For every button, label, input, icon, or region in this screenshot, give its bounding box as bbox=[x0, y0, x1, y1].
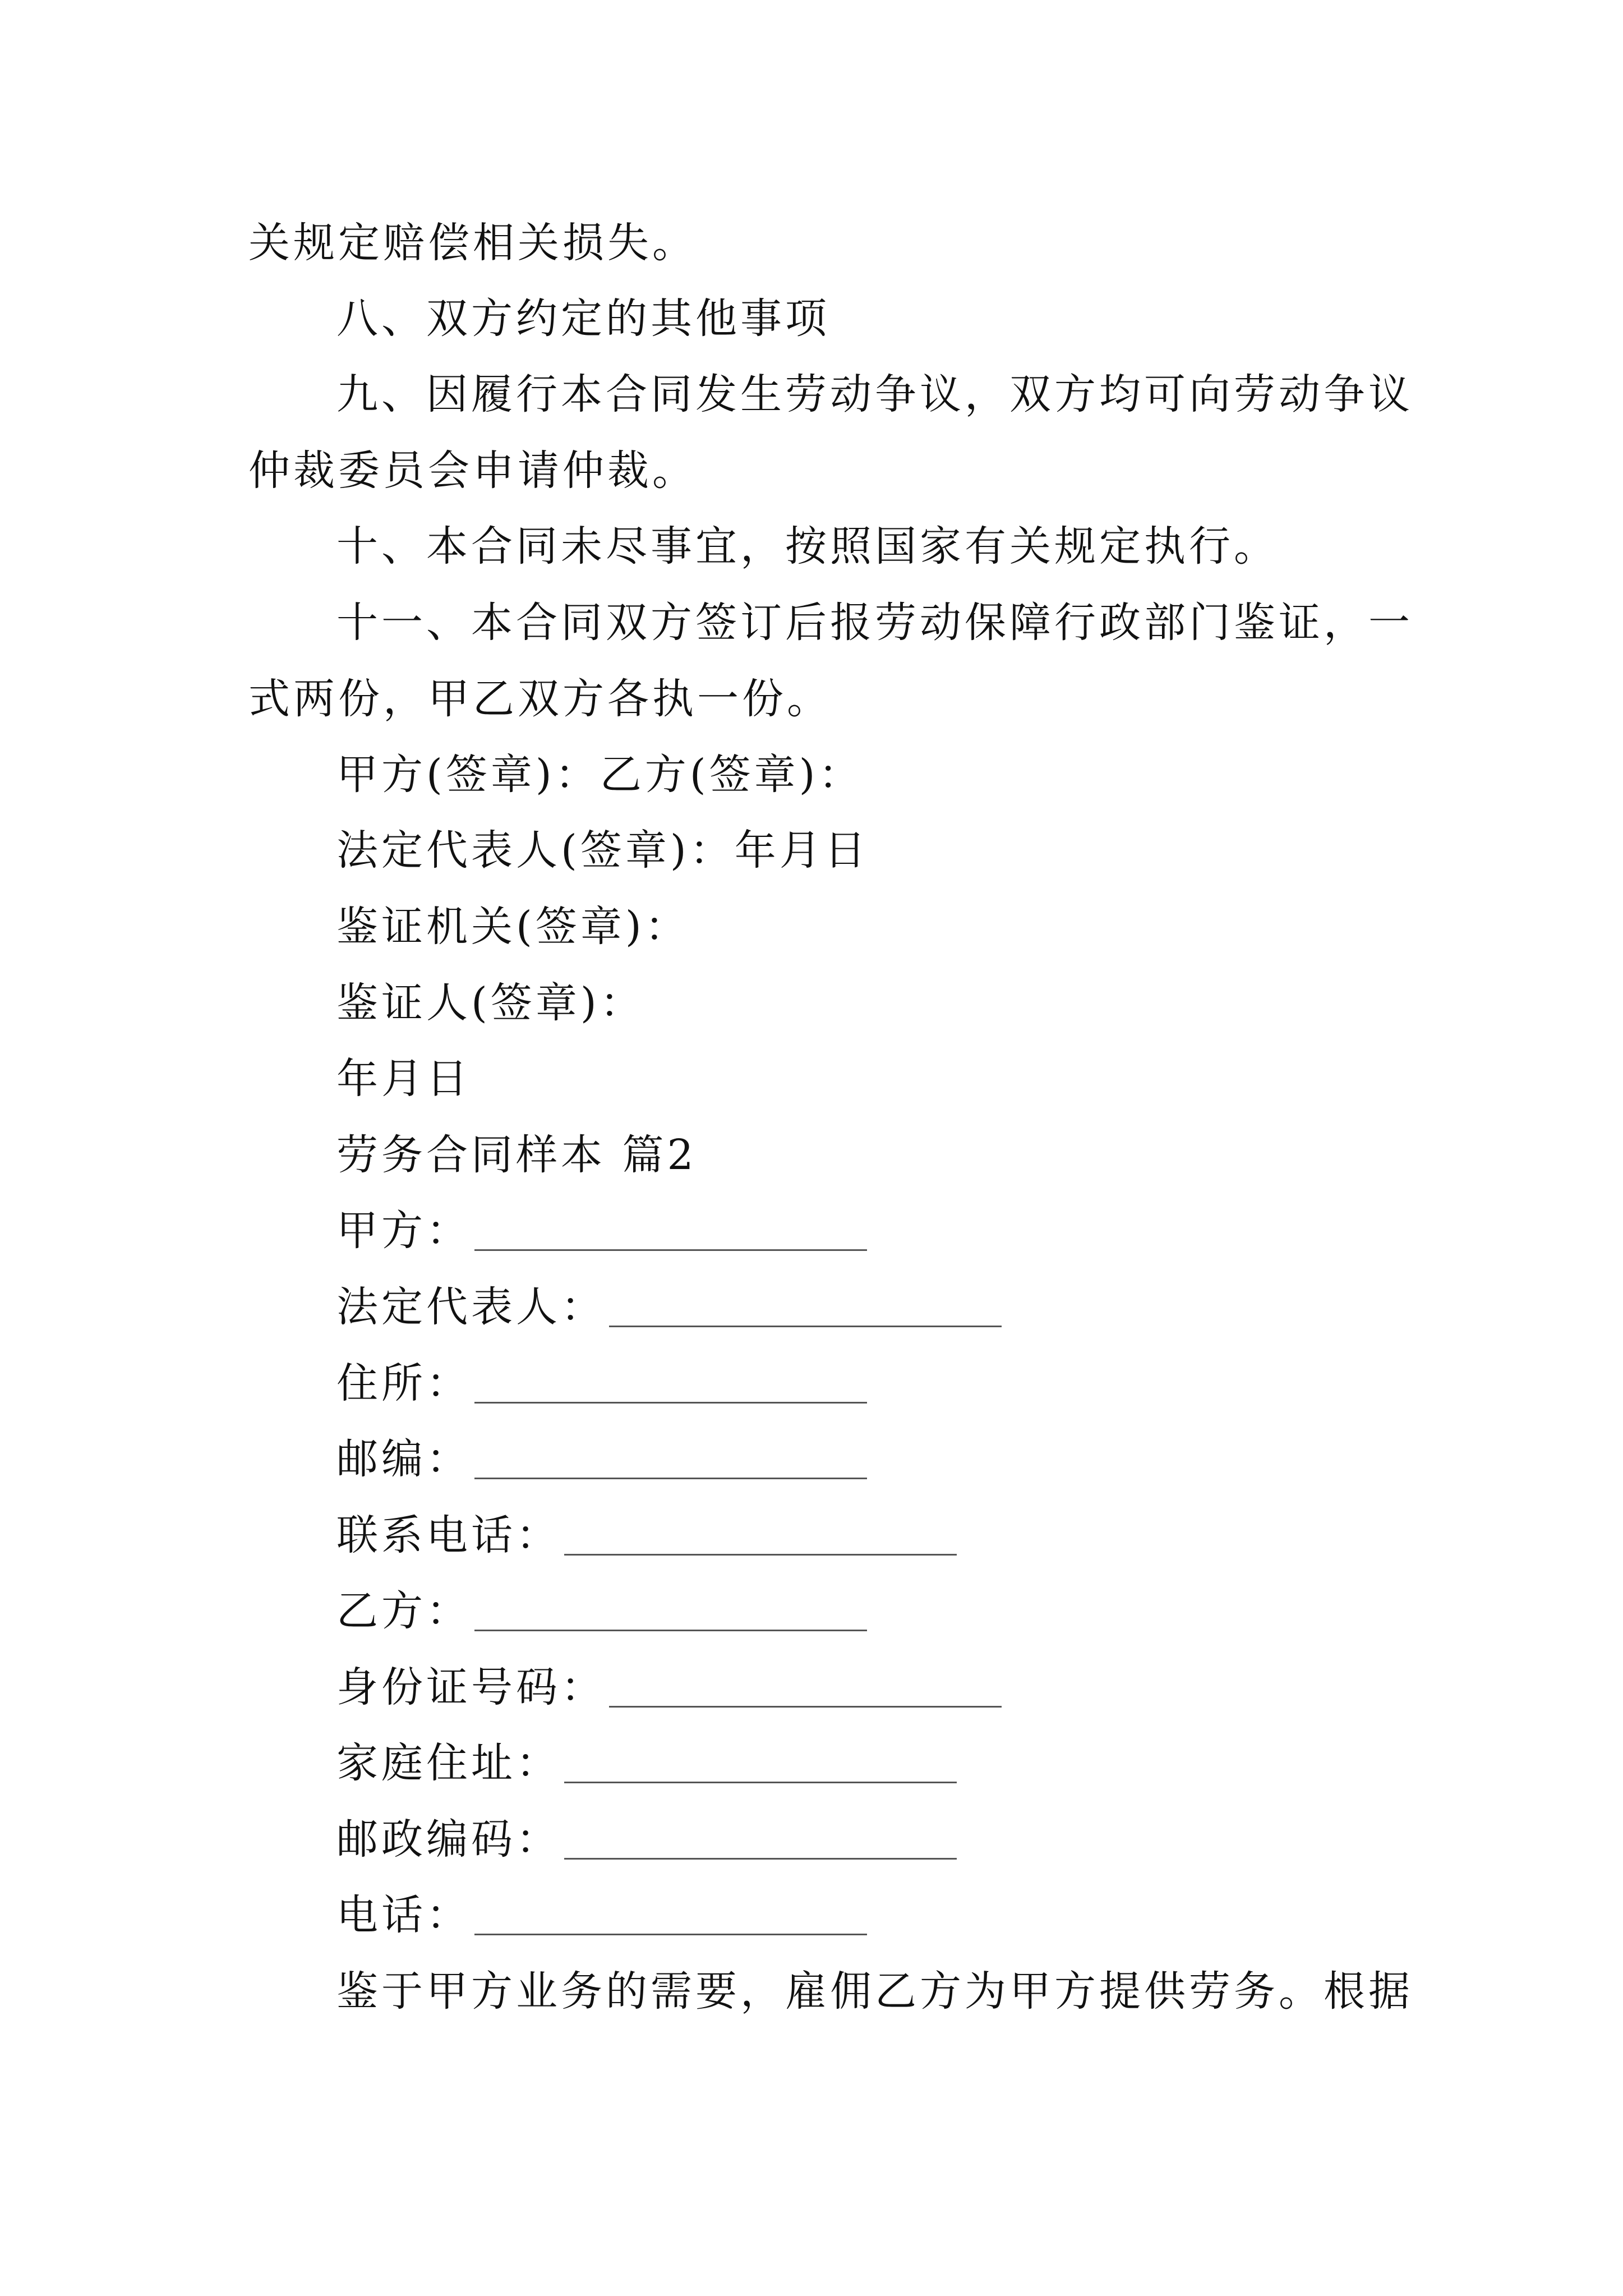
clause-11-line-2: 式两份，甲乙双方各执一份。 bbox=[248, 675, 832, 723]
field-label: 甲方： bbox=[336, 1207, 471, 1255]
field-home-address[interactable] bbox=[336, 1735, 957, 1791]
field-postcode[interactable] bbox=[336, 1431, 867, 1487]
signature-parties: 甲方(签章)：乙方(签章)： bbox=[336, 751, 864, 799]
field-id-number[interactable] bbox=[336, 1659, 1002, 1715]
blank-line[interactable] bbox=[474, 1934, 867, 1935]
signature-date: 年月日 bbox=[336, 1055, 471, 1103]
field-label: 电话： bbox=[336, 1891, 471, 1939]
section-2-intro: 鉴于甲方业务的需要，雇佣乙方为甲方提供劳务。根据 bbox=[336, 1967, 1413, 2016]
field-label: 住所： bbox=[336, 1359, 471, 1407]
signature-legal-rep: 法定代表人(签章)：年月日 bbox=[336, 826, 869, 875]
field-postal-code[interactable] bbox=[336, 1811, 957, 1867]
field-label: 家庭住址： bbox=[336, 1739, 561, 1787]
field-label: 邮政编码： bbox=[336, 1815, 561, 1864]
blank-line[interactable] bbox=[474, 1478, 867, 1479]
field-label: 乙方： bbox=[336, 1587, 471, 1635]
blank-line[interactable] bbox=[564, 1782, 957, 1783]
field-tel[interactable] bbox=[336, 1887, 867, 1943]
blank-line[interactable] bbox=[609, 1706, 1002, 1708]
clause-8: 八、双方约定的其他事项 bbox=[336, 295, 830, 343]
field-label: 身份证号码： bbox=[336, 1663, 606, 1711]
blank-line[interactable] bbox=[564, 1554, 957, 1556]
signature-authority: 鉴证机关(签章)： bbox=[336, 903, 690, 951]
clause-11-line-1: 十一、本合同双方签订后报劳动保障行政部门鉴证，一 bbox=[336, 599, 1413, 647]
blank-line[interactable] bbox=[474, 1630, 867, 1631]
section-2-title: 劳务合同样本 篇2 bbox=[336, 1131, 697, 1179]
blank-line[interactable] bbox=[609, 1326, 1002, 1327]
continuation-text: 关规定赔偿相关损失。 bbox=[248, 219, 697, 267]
field-party-a[interactable] bbox=[336, 1203, 867, 1259]
blank-line[interactable] bbox=[474, 1249, 867, 1251]
blank-line[interactable] bbox=[474, 1402, 867, 1404]
clause-9-line-2: 仲裁委员会申请仲裁。 bbox=[248, 447, 697, 495]
clause-9-line-1: 九、因履行本合同发生劳动争议，双方均可向劳动争议 bbox=[336, 370, 1413, 418]
field-address[interactable] bbox=[336, 1355, 867, 1411]
field-phone[interactable] bbox=[336, 1507, 957, 1563]
signature-certifier: 鉴证人(签章)： bbox=[336, 979, 645, 1027]
field-legal-rep[interactable] bbox=[336, 1279, 1002, 1335]
field-party-b[interactable] bbox=[336, 1583, 867, 1639]
field-label: 联系电话： bbox=[336, 1511, 561, 1559]
clause-10: 十、本合同未尽事宜，按照国家有关规定执行。 bbox=[336, 522, 1279, 570]
field-label: 法定代表人： bbox=[336, 1283, 606, 1331]
blank-line[interactable] bbox=[564, 1858, 957, 1860]
field-label: 邮编： bbox=[336, 1435, 471, 1483]
